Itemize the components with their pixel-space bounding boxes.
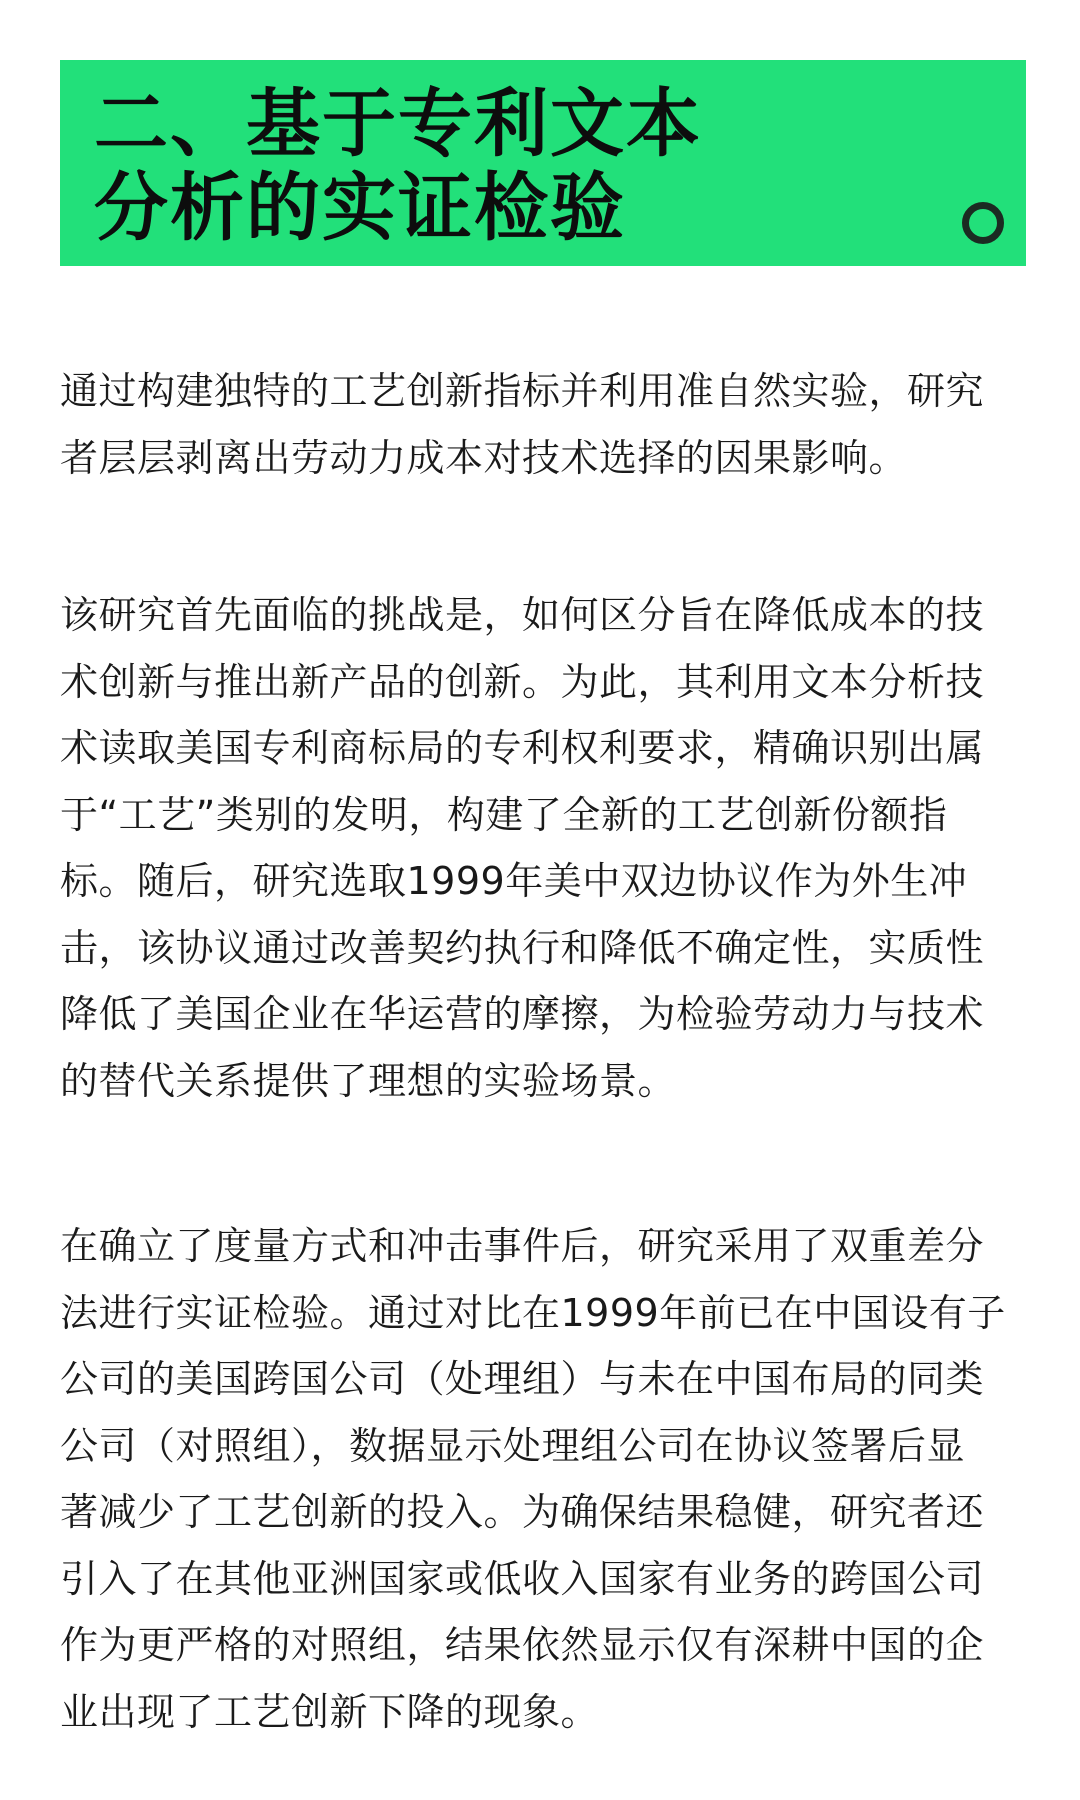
paragraph-line: 降低了美国企业在华运营的摩擦，为检验劳动力与技术	[60, 992, 985, 1036]
paragraph-method	[60, 582, 984, 1114]
paragraph-line: 法进行实证检验。通过对比在1999年前已在中国设有子	[60, 1290, 1006, 1335]
paragraph-line: 在确立了度量方式和冲击事件后，研究采用了双重差分	[60, 1224, 985, 1268]
ring-icon	[962, 202, 1004, 244]
paragraph-line: 该研究首先面临的挑战是，如何区分旨在降低成本的技	[60, 593, 985, 637]
section-title-line: 分析的实证检验	[94, 165, 626, 251]
paragraph-line: 术读取美国专利商标局的专利权利要求，精确识别出属	[60, 726, 985, 770]
paragraph-line: 通过构建独特的工艺创新指标并利用准自然实验，研究	[60, 369, 985, 413]
paragraph-line: 作为更严格的对照组，结果依然显示仅有深耕中国的企	[60, 1623, 985, 1667]
section-title-line: 二、基于专利文本	[94, 81, 702, 167]
section-header-banner	[60, 60, 1026, 266]
section-title	[94, 82, 702, 250]
paragraph-intro	[60, 358, 984, 491]
paragraph-line: 于“工艺”类别的发明，构建了全新的工艺创新份额指	[60, 792, 948, 837]
paragraph-line: 者层层剥离出劳动力成本对技术选择的因果影响。	[60, 435, 908, 480]
paragraph-line: 的替代关系提供了理想的实验场景。	[60, 1058, 677, 1103]
paragraph-line: 术创新与推出新产品的创新。为此，其利用文本分析技	[60, 659, 985, 704]
paragraph-line: 标。随后，研究选取1999年美中双边协议作为外生冲	[60, 859, 968, 903]
paragraph-line: 击，该协议通过改善契约执行和降低不确定性，实质性	[60, 925, 985, 970]
paragraph-line: 公司的美国跨国公司（处理组）与未在中国布局的同类	[60, 1357, 985, 1401]
paragraph-line: 著减少了工艺创新的投入。为确保结果稳健，研究者还	[60, 1490, 985, 1534]
paragraph-line: 引入了在其他亚洲国家或低收入国家有业务的跨国公司	[60, 1556, 985, 1601]
paragraph-results	[60, 1213, 1006, 1745]
paragraph-line: 公司（对照组），数据显示处理组公司在协议签署后显	[60, 1423, 966, 1468]
paragraph-line: 业出现了工艺创新下降的现象。	[60, 1689, 600, 1734]
